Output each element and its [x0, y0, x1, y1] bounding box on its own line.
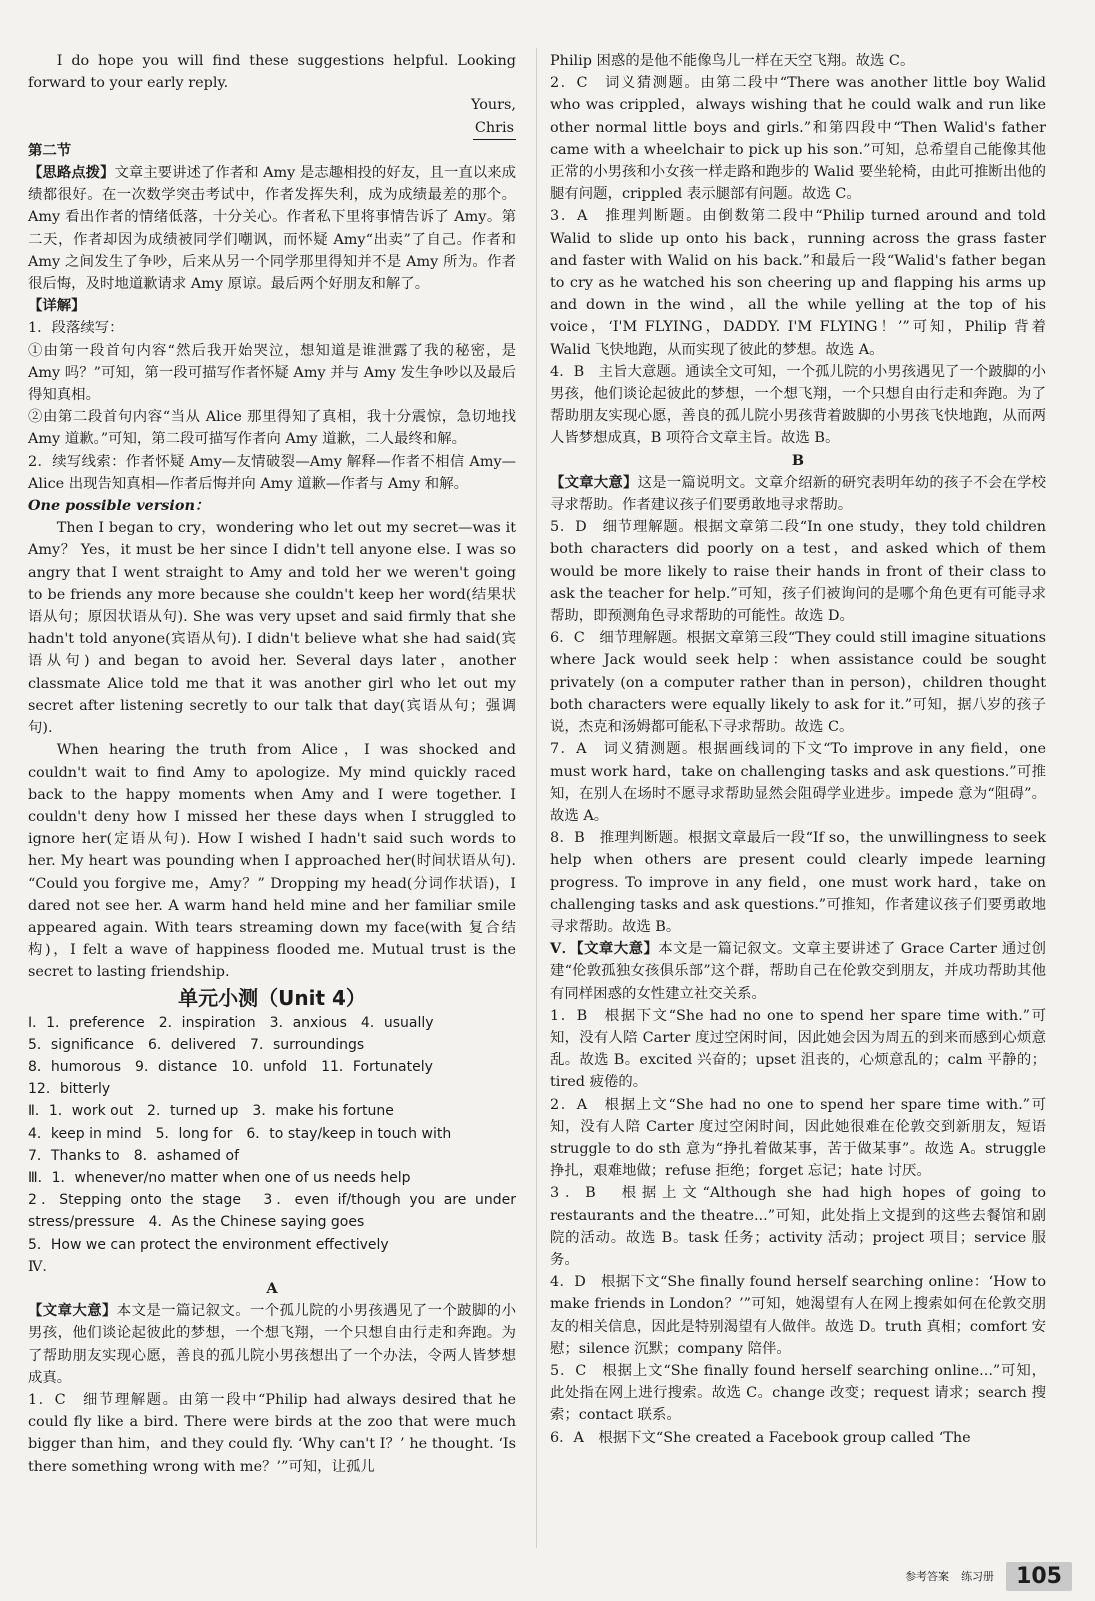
answer-q1-end: Philip 困惑的是他不能像鸟儿一样在天空飞翔。故选 C。	[550, 53, 915, 69]
main-idea-b	[550, 472, 1046, 516]
main-idea-b-text: 这是一篇说明文。文章介绍新的研究表明年幼的孩子不会在学校寻求帮助。作者建议孩子们要勇敢地寻求帮助。	[550, 474, 1046, 514]
letter-signer-line	[28, 117, 516, 140]
letter-yours: Yours,	[470, 97, 516, 114]
letter-signer: Chris	[473, 117, 516, 140]
answer-v4: 4．D 根据下文“She finally found herself searching online：‘How to make friends in London？’”可知，她渴望有人在网上搜索如何在伦敦交朋友的相关信息，因此是特别渴望有人做伴。故选 D。truth 真相；comfort 安慰；silence 沉默；company 陪伴。	[550, 1274, 1046, 1357]
answer-q1: 1．C 细节理解题。由第一段中“Philip had always desired that he could fly like a bird. There were birds at the zoo that were much bigger than him，and they could fly. ‘Why can't I？’ he thought. ‘Is there something wrong with me？’”可知，让孤儿	[28, 1391, 516, 1475]
letter-closing: I do hope you will find these suggestions helpful. Looking forward to your early reply.	[28, 53, 516, 92]
detail-item-1: 1．段落续写：	[28, 320, 124, 337]
section-1-line-1: Ⅰ．1．preference 2．inspiration 3．anxious 4．usually	[28, 1014, 434, 1031]
page-top-margin	[0, 0, 1095, 46]
answer-q7: 7．A 词义猜测题。根据画线词的下文“To improve in any field，one must work hard，take on challenging tasks and ask questions.”可推知，在别人在场时不愿寻求帮助显然会阻碍学业进步。impede 意为“阻碍”。故选 A。	[550, 741, 1046, 824]
passage-a-title: A	[266, 1279, 278, 1297]
section-5-text: 本文是一篇记叙文。文章主要讲述了 Grace Carter 通过创建“伦敦孤独女孩俱乐部”这个群，帮助自己在伦敦交到朋友，并成功帮助其他有同样困惑的女性建立社交关系。	[550, 941, 1046, 1002]
section-1-line-4: 12．bitterly	[28, 1081, 111, 1098]
section-1-line-3: 8．humorous 9．distance 10．unfold 11．Fortunately	[28, 1058, 433, 1075]
section-4-label: Ⅳ．	[28, 1258, 57, 1275]
section-5-tag: Ⅴ．【文章大意】	[550, 940, 659, 958]
left-column	[28, 50, 516, 1478]
footer-book-label: 练习册	[961, 1570, 995, 1583]
right-column	[550, 50, 1046, 1449]
page-footer	[800, 1556, 1072, 1596]
section-1-line-2: 5．significance 6．delivered 7．surroundings	[28, 1036, 365, 1053]
possible-version-heading: One possible version：	[28, 497, 210, 515]
answer-v1: 1．B 根据下文“She had no one to spend her spare time with.”可知，没有人陪 Carter 度过空闲时间，因此她会因为周五的到来而感到心烦意乱。故选 B。excited 兴奋的；upset 沮丧的，心烦意乱的；calm 平静的；tired 疲倦的。	[550, 1007, 1046, 1091]
think-tag: 【思路点拨】	[28, 164, 115, 182]
answer-q6: 6．C 细节理解题。根据文章第三段“They could still imagine situations where Jack would seek help：when assistance could be sought privately (on a computer rather than in person)，children thought both characters were equally likely to ask for it.”可知，据八岁的孩子说，杰克和汤姆都可能私下寻求帮助。故选 C。	[550, 630, 1046, 736]
answer-v6: 6．A 根据下文“She created a Facebook group called ‘The	[550, 1429, 971, 1446]
answer-v5: 5．C 根据上文“She finally found herself searching online...”可知，此处指在网上进行搜索。故选 C。change 改变；request 请求；search 搜索；contact 联系。	[550, 1362, 1046, 1424]
essay-paragraph-1: Then I began to cry，wondering who let out my secret—was it Amy？ Yes，it must be her since I didn't tell anyone else. I was so angry that I went straight to Amy and told her we weren't going to be friends any more because she couldn't keep her word(结果状语从句；原因状语从句). She was very upset and said firmly that she hadn't told anyone(宾语从句). I didn't believe what she had said(宾语从句) and began to avoid her. Several days later，another classmate Alice told me that it was another girl who let out my secret after listening secretly to our talk that day(宾语从句；强调句).	[28, 520, 516, 737]
section-3-line-2: 2．Stepping onto the stage 3．even if/though you are under stress/pressure 4．As the Chinese saying goes	[28, 1192, 516, 1231]
main-idea-tag: 【文章大意】	[28, 1302, 117, 1320]
section-heading: 第二节	[28, 141, 72, 159]
section-2-line-2: 4．keep in mind 5．long for 6．to stay/keep in touch with	[28, 1125, 452, 1142]
essay-paragraph-2: When hearing the truth from Alice，I was shocked and couldn't wait to find Amy to apologize. My mind quickly raced back to the happy moments when Amy and I were together. I couldn't deny how I missed her these days when I struggled to ignore her(定语从句). How I wished I hadn't said such words to her. My heart was pounding when I approached her(时间状语从句). “Could you forgive me，Amy？” Dropping my head(分词作状语)，I dared not see her. A warm hand held mine and her familiar smile appeared again. With tears streaming down my face(with 复合结构)，I felt a wave of happiness flooded me. Mutual trust is the secret to lasting friendship.	[28, 742, 516, 981]
answer-v3: 3．B 根据上文“Although she had high hopes of going to restaurants and the theatre...”可知，此处指上文提到的这些去餐馆和剧院的活动。故选 B。task 任务；activity 活动；project 项目；service 服务。	[550, 1185, 1046, 1268]
detail-item-1a: ①由第一段首句内容“然后我开始哭泣，想知道是谁泄露了我的秘密，是 Amy 吗？”可知，第一段可描写作者怀疑 Amy 并与 Amy 发生争吵以及最后得知真相。	[28, 342, 516, 404]
answer-q2: 2．C 词义猜测题。由第二段中“There was another little boy Walid who was crippled，always wishing that he could walk and run like other normal little boys and girls.”和第四段中“Then Walid's father came with a wheelchair to pick up his son.”可知，总希望自己能像其他正常的小男孩和小女孩一样走路和跑步的 Walid 要坐轮椅，由此可推断出他的腿有问题，crippled 表示腿部有问题。故选 C。	[550, 75, 1046, 203]
detail-item-2: 2．续写线索：作者怀疑 Amy—友情破裂—Amy 解释—作者不相信 Amy—Alice 出现告知真相—作者后悔并向 Amy 道歉—作者与 Amy 和解。	[28, 453, 516, 492]
answer-q3: 3．A 推理判断题。由倒数第二段中“Philip turned around and told Walid to slide up onto his back，running across the grass faster and faster with Walid on his back.”和最后一段“Walid's father began to cry as he watched his son cheering up and flapping his arms up and down in the wind，all the while yelling at the top of his voice，‘I'M FLYING，DADDY. I'M FLYING！’”可知，Philip 背着 Walid 飞快地跑，从而实现了彼此的梦想。故选 A。	[550, 208, 1046, 358]
section-5-main	[550, 938, 1046, 1005]
think-paragraph	[28, 162, 516, 295]
main-idea-a	[28, 1300, 516, 1389]
answer-q5: 5．D 细节理解题。根据文章第二段“In one study，they told children both characters did poorly on a test，and asked which of them would be more likely to raise their hands in front of their class to ask the teacher for help.”可知，孩子们被询问的是哪个角色更有可能寻求帮助，即预测角色寻求帮助的可能性。故选 D。	[550, 519, 1046, 625]
main-idea-b-tag: 【文章大意】	[550, 473, 638, 491]
section-2-line-1: Ⅱ．1．work out 2．turned up 3．make his fortune	[28, 1103, 394, 1120]
page-number: 105	[1006, 1562, 1072, 1591]
section-3-line-3: 5．How we can protect the environment effectively	[28, 1236, 389, 1253]
unit-test-title: 单元小测（Unit 4）	[178, 985, 366, 1010]
detail-item-1b: ②由第二段首句内容“当从 Alice 那里得知了真相，我十分震惊，急切地找 Amy 道歉。”可知，第二段可描写作者向 Amy 道歉，二人最终和解。	[28, 409, 516, 448]
column-divider	[536, 48, 537, 1548]
answer-q8: 8．B 推理判断题。根据文章最后一段“If so，the unwillingness to seek help when others are present could clearly impede learning progress. To improve in any field，one must work hard，take on challenging tasks and ask questions.”可推知，作者建议孩子们要勇敢地寻求帮助。故选 B。	[550, 830, 1046, 935]
answer-v2: 2．A 根据上文“She had no one to spend her spare time with.”可知，没有人陪 Carter 度过空闲时间，因此她很难在伦敦交到新朋友，短语 struggle to do sth 意为“挣扎着做某事，苦于做某事”。故选 A。struggle 挣扎，艰难地做；refuse 拒绝；forget 忘记；hate 讨厌。	[550, 1096, 1046, 1180]
detail-tag: 【详解】	[28, 297, 86, 315]
section-3-line-1: Ⅲ．1．whenever/no matter when one of us needs help	[28, 1169, 411, 1186]
think-text: 文章主要讲述了作者和 Amy 是志趣相投的好友，且一直以来成绩都很好。在一次数学突击考试中，作者发挥失利，成为成绩最差的那个。Amy 看出作者的情绪低落，十分关心。作者私下里将事情告诉了 Amy。第二天，作者却因为成绩被同学们嘲讽，而怀疑 Amy“出卖”了自己。作者和 Amy 之间发生了争吵，后来从另一个同学那里得知并不是 Amy 所为。作者很后悔，及时地道歉请求 Amy 原谅。最后两个好朋友和解了。	[28, 165, 516, 293]
passage-b-title: B	[791, 451, 805, 469]
main-idea-text: 本文是一篇记叙文。一个孤儿院的小男孩遇见了一个跛脚的小男孩，他们谈论起彼此的梦想，一个想飞翔，一个只想自由行走和奔跑。为了帮助朋友实现心愿，善良的孤儿院小男孩想出了一个办法，令两人皆梦想成真。	[28, 1303, 516, 1386]
section-2-line-3: 7．Thanks to 8．ashamed of	[28, 1147, 240, 1164]
answer-q4: 4．B 主旨大意题。通读全文可知，一个孤儿院的小男孩遇见了一个跛脚的小男孩，他们谈论起彼此的梦想，一个想飞翔，一个只想自由行走和奔跑。为了帮助朋友实现心愿，善良的孤儿院小男孩背着跛脚的小男孩飞快地跑，从而两人皆梦想成真，B 项符合文章主旨。故选 B。	[550, 363, 1046, 447]
footer-reference-label: 参考答案	[905, 1570, 950, 1583]
